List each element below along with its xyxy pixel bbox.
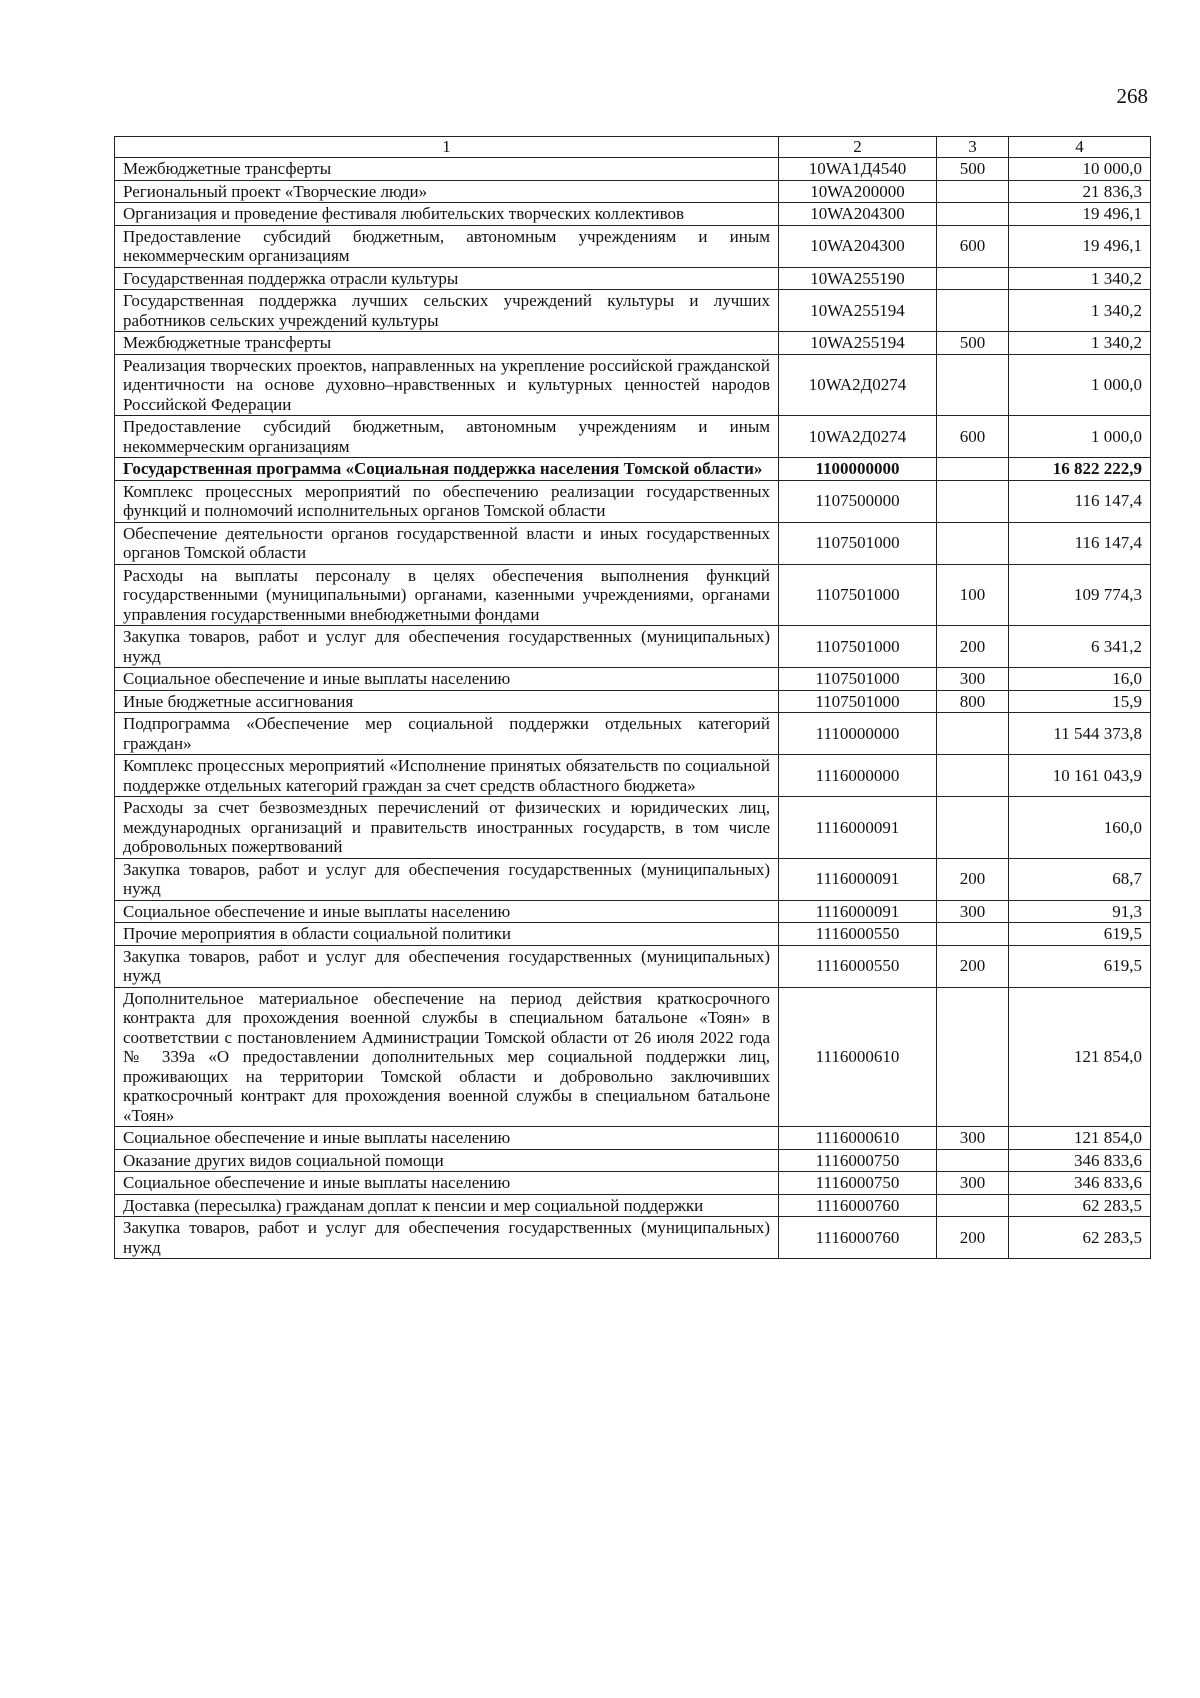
table-row — [115, 713, 1151, 755]
table-body — [115, 158, 1151, 1259]
row-expense-type-cell — [937, 987, 1009, 1127]
row-name-cell: Прочие мероприятия в области социальной политики — [115, 923, 779, 946]
row-code-cell: 10WA255190 — [779, 267, 937, 290]
row-amount-cell: 19 496,1 — [1009, 203, 1151, 226]
row-expense-type-cell — [937, 522, 1009, 564]
table-row — [115, 755, 1151, 797]
table-row — [115, 987, 1151, 1127]
row-expense-type-cell — [937, 923, 1009, 946]
table-row — [115, 180, 1151, 203]
row-code-cell: 1116000091 — [779, 797, 937, 859]
row-code-cell: 10WA204300 — [779, 203, 937, 226]
row-expense-type-cell: 800 — [937, 690, 1009, 713]
row-code-cell: 1116000550 — [779, 945, 937, 987]
row-amount-cell: 19 496,1 — [1009, 225, 1151, 267]
row-name-cell: Организация и проведение фестиваля любительских творческих коллективов — [115, 203, 779, 226]
row-amount-cell: 62 283,5 — [1009, 1217, 1151, 1259]
row-code-cell: 1100000000 — [779, 458, 937, 481]
row-amount-cell: 16,0 — [1009, 668, 1151, 691]
table-row — [115, 858, 1151, 900]
row-name-cell: Расходы на выплаты персоналу в целях обеспечения выполнения функций государственными (муниципальными) органами, казенными учреждениями, органами управления государственными внебюджетными фондами — [115, 564, 779, 626]
row-amount-cell: 160,0 — [1009, 797, 1151, 859]
row-expense-type-cell: 300 — [937, 1127, 1009, 1150]
row-expense-type-cell: 200 — [937, 858, 1009, 900]
table-row — [115, 1217, 1151, 1259]
column-header: 1 — [115, 137, 779, 158]
row-amount-cell: 619,5 — [1009, 945, 1151, 987]
table-row — [115, 458, 1151, 481]
row-expense-type-cell — [937, 180, 1009, 203]
row-expense-type-cell: 300 — [937, 1172, 1009, 1195]
row-name-cell: Предоставление субсидий бюджетным, автономным учреждениям и иным некоммерческим организациям — [115, 416, 779, 458]
column-header: 3 — [937, 137, 1009, 158]
column-header: 2 — [779, 137, 937, 158]
row-amount-cell: 1 340,2 — [1009, 332, 1151, 355]
row-name-cell: Оказание других видов социальной помощи — [115, 1149, 779, 1172]
row-name-cell: Комплекс процессных мероприятий по обеспечению реализации государственных функций и полномочий исполнительных органов Томской области — [115, 480, 779, 522]
row-name-cell: Социальное обеспечение и иные выплаты населению — [115, 668, 779, 691]
row-name-cell: Дополнительное материальное обеспечение на период действия краткосрочного контракта для прохождения военной службы в специальном батальоне «Тоян» в соответствии с постановлением Администрации Томской области от 26 июля 2022 года № 339а «О предоставлении дополнительных мер социальной поддержки лиц, проживающих на территории Томской области и добровольно заключивших краткосрочный контракт для прохождения военной службы в специальном батальоне «Тоян» — [115, 987, 779, 1127]
table-row — [115, 564, 1151, 626]
table-row — [115, 290, 1151, 332]
budget-table — [114, 136, 1151, 1259]
row-expense-type-cell — [937, 797, 1009, 859]
row-amount-cell: 6 341,2 — [1009, 626, 1151, 668]
row-code-cell: 1107501000 — [779, 522, 937, 564]
row-code-cell: 10WA255194 — [779, 332, 937, 355]
row-expense-type-cell — [937, 480, 1009, 522]
row-name-cell: Расходы за счет безвозмездных перечислений от физических и юридических лиц, международных организаций и правительств иностранных государств, в том числе добровольных пожертвований — [115, 797, 779, 859]
table-row — [115, 416, 1151, 458]
table-row — [115, 1172, 1151, 1195]
row-code-cell: 1116000550 — [779, 923, 937, 946]
row-expense-type-cell: 200 — [937, 945, 1009, 987]
row-code-cell: 1116000610 — [779, 987, 937, 1127]
table-row — [115, 522, 1151, 564]
row-code-cell: 1107501000 — [779, 564, 937, 626]
row-expense-type-cell: 500 — [937, 158, 1009, 181]
row-amount-cell: 11 544 373,8 — [1009, 713, 1151, 755]
row-expense-type-cell — [937, 290, 1009, 332]
page-number: 268 — [1116, 84, 1148, 108]
row-name-cell: Закупка товаров, работ и услуг для обеспечения государственных (муниципальных) нужд — [115, 858, 779, 900]
row-name-cell: Межбюджетные трансферты — [115, 332, 779, 355]
row-name-cell: Социальное обеспечение и иные выплаты населению — [115, 1127, 779, 1150]
row-expense-type-cell — [937, 458, 1009, 481]
table-row — [115, 626, 1151, 668]
table-row — [115, 900, 1151, 923]
row-code-cell: 1107501000 — [779, 690, 937, 713]
row-expense-type-cell — [937, 713, 1009, 755]
row-amount-cell: 62 283,5 — [1009, 1194, 1151, 1217]
row-expense-type-cell: 300 — [937, 900, 1009, 923]
table-row — [115, 332, 1151, 355]
row-name-cell: Предоставление субсидий бюджетным, автономным учреждениям и иным некоммерческим организациям — [115, 225, 779, 267]
row-name-cell: Межбюджетные трансферты — [115, 158, 779, 181]
row-code-cell: 1107500000 — [779, 480, 937, 522]
table-row — [115, 354, 1151, 416]
row-name-cell: Социальное обеспечение и иные выплаты населению — [115, 900, 779, 923]
row-amount-cell: 68,7 — [1009, 858, 1151, 900]
row-expense-type-cell: 100 — [937, 564, 1009, 626]
row-name-cell: Подпрограмма «Обеспечение мер социальной поддержки отдельных категорий граждан» — [115, 713, 779, 755]
row-amount-cell: 15,9 — [1009, 690, 1151, 713]
row-code-cell: 10WA1Д4540 — [779, 158, 937, 181]
table-row — [115, 267, 1151, 290]
row-code-cell: 1107501000 — [779, 626, 937, 668]
row-name-cell: Реализация творческих проектов, направленных на укрепление российской гражданской идентичности на основе духовно–нравственных и культурных ценностей народов Российской Федерации — [115, 354, 779, 416]
row-code-cell: 10WA2Д0274 — [779, 354, 937, 416]
table-row — [115, 1127, 1151, 1150]
row-expense-type-cell: 200 — [937, 1217, 1009, 1259]
row-name-cell: Иные бюджетные ассигнования — [115, 690, 779, 713]
row-amount-cell: 10 000,0 — [1009, 158, 1151, 181]
row-expense-type-cell — [937, 203, 1009, 226]
row-amount-cell: 346 833,6 — [1009, 1172, 1151, 1195]
row-amount-cell: 1 340,2 — [1009, 267, 1151, 290]
row-name-cell: Региональный проект «Творческие люди» — [115, 180, 779, 203]
row-amount-cell: 1 000,0 — [1009, 416, 1151, 458]
row-code-cell: 10WA200000 — [779, 180, 937, 203]
row-amount-cell: 116 147,4 — [1009, 480, 1151, 522]
row-amount-cell: 21 836,3 — [1009, 180, 1151, 203]
row-code-cell: 10WA2Д0274 — [779, 416, 937, 458]
table-row — [115, 158, 1151, 181]
row-name-cell: Закупка товаров, работ и услуг для обеспечения государственных (муниципальных) нужд — [115, 626, 779, 668]
row-code-cell: 10WA255194 — [779, 290, 937, 332]
row-expense-type-cell — [937, 755, 1009, 797]
row-amount-cell: 116 147,4 — [1009, 522, 1151, 564]
row-expense-type-cell: 500 — [937, 332, 1009, 355]
table-row — [115, 668, 1151, 691]
table-row — [115, 923, 1151, 946]
row-name-cell: Государственная поддержка отрасли культуры — [115, 267, 779, 290]
table-row — [115, 225, 1151, 267]
table-row — [115, 1194, 1151, 1217]
row-name-cell: Социальное обеспечение и иные выплаты населению — [115, 1172, 779, 1195]
column-header: 4 — [1009, 137, 1151, 158]
row-amount-cell: 619,5 — [1009, 923, 1151, 946]
table-row — [115, 945, 1151, 987]
row-code-cell: 1116000610 — [779, 1127, 937, 1150]
row-code-cell: 1116000091 — [779, 900, 937, 923]
row-expense-type-cell: 200 — [937, 626, 1009, 668]
row-name-cell: Закупка товаров, работ и услуг для обеспечения государственных (муниципальных) нужд — [115, 1217, 779, 1259]
table-header-row — [115, 137, 1151, 158]
row-amount-cell: 109 774,3 — [1009, 564, 1151, 626]
row-amount-cell: 1 340,2 — [1009, 290, 1151, 332]
row-code-cell: 1116000000 — [779, 755, 937, 797]
row-amount-cell: 16 822 222,9 — [1009, 458, 1151, 481]
row-code-cell: 1116000091 — [779, 858, 937, 900]
row-expense-type-cell — [937, 267, 1009, 290]
row-amount-cell: 1 000,0 — [1009, 354, 1151, 416]
table-row — [115, 690, 1151, 713]
row-code-cell: 1116000760 — [779, 1194, 937, 1217]
row-expense-type-cell: 300 — [937, 668, 1009, 691]
row-code-cell: 1110000000 — [779, 713, 937, 755]
row-name-cell: Государственная поддержка лучших сельских учреждений культуры и лучших работников сельских учреждений культуры — [115, 290, 779, 332]
row-amount-cell: 91,3 — [1009, 900, 1151, 923]
row-name-cell: Обеспечение деятельности органов государственной власти и иных государственных органов Томской области — [115, 522, 779, 564]
row-code-cell: 1116000760 — [779, 1217, 937, 1259]
row-expense-type-cell — [937, 354, 1009, 416]
table-row — [115, 1149, 1151, 1172]
row-code-cell: 1116000750 — [779, 1172, 937, 1195]
row-name-cell: Комплекс процессных мероприятий «Исполнение принятых обязательств по социальной поддержке отдельных категорий граждан за счет средств областного бюджета» — [115, 755, 779, 797]
table-row — [115, 480, 1151, 522]
row-code-cell: 10WA204300 — [779, 225, 937, 267]
row-expense-type-cell: 600 — [937, 225, 1009, 267]
row-amount-cell: 121 854,0 — [1009, 987, 1151, 1127]
row-amount-cell: 346 833,6 — [1009, 1149, 1151, 1172]
row-amount-cell: 121 854,0 — [1009, 1127, 1151, 1150]
row-code-cell: 1107501000 — [779, 668, 937, 691]
table-row — [115, 797, 1151, 859]
row-expense-type-cell — [937, 1149, 1009, 1172]
row-expense-type-cell — [937, 1194, 1009, 1217]
row-amount-cell: 10 161 043,9 — [1009, 755, 1151, 797]
table-row — [115, 203, 1151, 226]
row-code-cell: 1116000750 — [779, 1149, 937, 1172]
row-name-cell: Доставка (пересылка) гражданам доплат к пенсии и мер социальной поддержки — [115, 1194, 779, 1217]
row-expense-type-cell: 600 — [937, 416, 1009, 458]
row-name-cell: Закупка товаров, работ и услуг для обеспечения государственных (муниципальных) нужд — [115, 945, 779, 987]
row-name-cell: Государственная программа «Социальная поддержка населения Томской области» — [115, 458, 779, 481]
